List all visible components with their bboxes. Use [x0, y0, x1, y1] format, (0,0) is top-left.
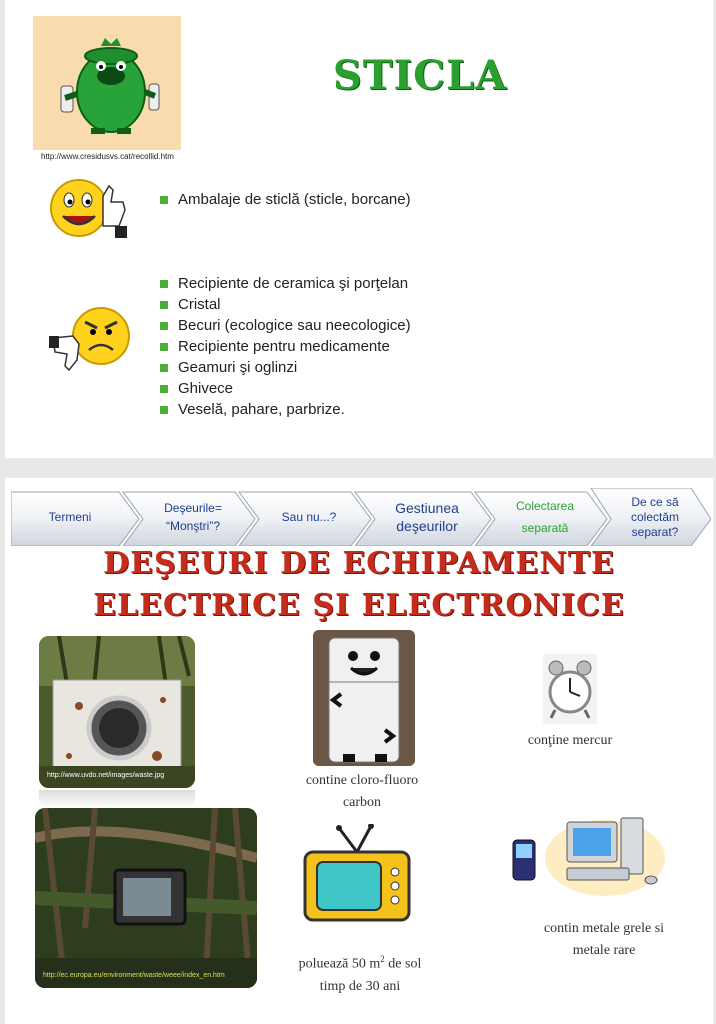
- slide-deee: [5, 478, 713, 1024]
- computer-caption: contin metale grele si metale rare: [543, 921, 665, 958]
- nav-tab-deseurile-monstri[interactable]: Deşeurile= “Monştri”?: [164, 501, 222, 533]
- clock-caption: conţine mercur: [527, 733, 613, 748]
- bullet-square-icon: [160, 385, 168, 393]
- rejected-items-list: [160, 273, 411, 420]
- list-item: Becuri (ecologice sau neecologice): [160, 315, 411, 336]
- accepted-items-list: [160, 189, 411, 210]
- list-item: Ambalaje de sticlă (sticle, borcane): [160, 189, 411, 210]
- green-bin-mascot-icon: [53, 36, 163, 136]
- slide-title: STICLA: [332, 52, 508, 99]
- nav-tab-colectarea-separata[interactable]: Colectarea separată: [515, 499, 575, 535]
- television-icon: [301, 824, 413, 926]
- bullet-square-icon: [160, 280, 168, 288]
- washing-machine-illustration: [39, 636, 195, 788]
- list-item: Recipiente pentru medicamente: [160, 336, 411, 357]
- abandoned-washing-machine-photo: [39, 636, 195, 788]
- nav-tab-de-ce-sa-colectam[interactable]: De ce să colectăm separat?: [630, 494, 680, 539]
- list-item: Cristal: [160, 294, 411, 315]
- tv-watermark-url: http://ec.europa.eu/environment/waste/weee/index_en.htm: [43, 972, 225, 979]
- bullet-square-icon: [160, 406, 168, 414]
- list-item: Veselă, pahare, parbrize.: [160, 399, 411, 420]
- forest-tv-illustration: [35, 808, 257, 988]
- washer-photo-reflection: [39, 790, 195, 808]
- alarm-clock-icon: [543, 654, 597, 724]
- list-item: Ghivece: [160, 378, 411, 399]
- bullet-square-icon: [160, 301, 168, 309]
- bullet-square-icon: [160, 322, 168, 330]
- list-item: Geamuri şi oglinzi: [160, 357, 411, 378]
- nav-tab-sau-nu[interactable]: Sau nu...?: [281, 510, 337, 524]
- fridge-monster-photo: [313, 630, 415, 766]
- recycle-bin-image: [33, 16, 181, 150]
- fridge-caption: contine cloro-fluoro carbon: [305, 773, 419, 810]
- computer-and-phone-icon: [505, 808, 667, 900]
- list-item: Recipiente de ceramica şi porţelan: [160, 273, 411, 294]
- tv-caption: poluează 50 $m^2$ de sol timp de 30 ani: [298, 954, 422, 994]
- slide-sticla: [5, 0, 713, 458]
- fridge-illustration: [313, 630, 415, 766]
- nav-tab-gestiunea-deseurilor[interactable]: Gestiunea deşeurilor: [395, 500, 459, 534]
- image-source-url: http://www.cresidusvs.cat/recollid.htm: [41, 152, 174, 161]
- bullet-square-icon: [160, 343, 168, 351]
- abandoned-tv-forest-photo: [35, 808, 257, 988]
- bullet-square-icon: [160, 364, 168, 372]
- heading-line-2: ELECTRICE ŞI ELECTRONICE: [93, 588, 625, 623]
- washer-watermark-url: http://www.uvdo.net/images/waste.jpg: [47, 772, 165, 779]
- thumbs-up-smiley-icon: [49, 176, 131, 242]
- heading-line-1: DEŞEURI DE ECHIPAMENTE: [103, 546, 615, 581]
- bullet-square-icon: [160, 196, 168, 204]
- nav-tab-termeni[interactable]: Termeni: [48, 510, 92, 524]
- navigation-chevron-bar: [11, 488, 711, 546]
- thumbs-down-smiley-icon: [49, 304, 135, 376]
